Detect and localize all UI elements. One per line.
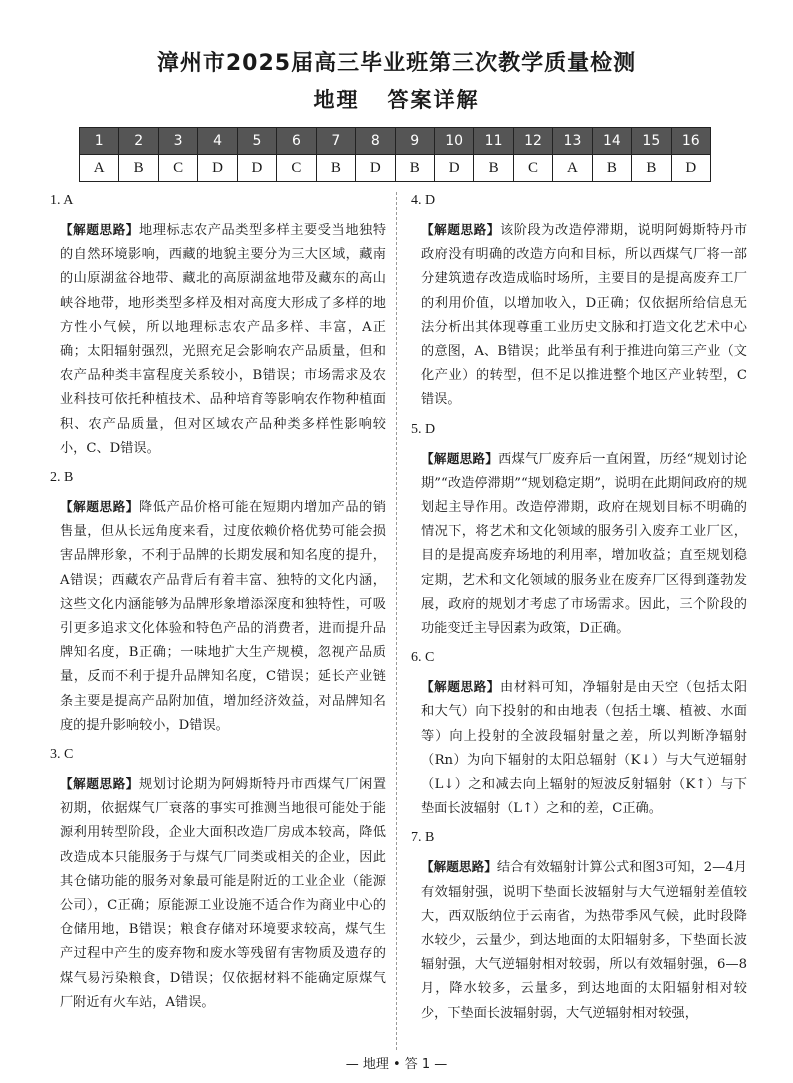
question-number: 12	[513, 128, 552, 155]
question-heading: 1. A	[50, 193, 74, 208]
explanation-tag: 【解题思路】	[421, 679, 500, 695]
answer-table-answer-row	[80, 155, 711, 182]
explanation-tag: 【解题思路】	[60, 776, 139, 792]
explanation-tag: 【解题思路】	[421, 859, 497, 875]
question-3	[50, 744, 386, 1015]
question-number: 11	[474, 128, 513, 155]
answer-cell: D	[356, 155, 395, 182]
question-number: 16	[671, 128, 710, 155]
question-number: 5	[237, 128, 276, 155]
answer-cell: D	[237, 155, 276, 182]
question-heading: 2. B	[50, 470, 74, 486]
question-number: 6	[277, 128, 316, 155]
question-4	[411, 190, 747, 413]
explanation-text: 地理标志农产品类型多样主要受当地独特的自然环境影响，西藏的地貌主要分为三大区域，藏南的山原湖盆谷地带、藏北的高原湖盆地带及藏东的高山峡谷地带，地形类型多样及相对高度大形成了多样的地方性小气候，所以地理标志农产品多样、丰富，A正确；太阳辐射强烈，光照充足会影响农产品质量，但和农产品种类丰富程度关系较小，B错误；市场需求及农业科技可依托种植技术、品种培育等影响农作物种植面积、农产品质量，但对区域农产品种类多样性影响较小，C、D错误。	[60, 223, 387, 456]
explanation	[50, 495, 386, 738]
explanation-text: 由材料可知，净辐射是由天空（包括太阳和大气）向下投射的和由地表（包括土壤、植被、水面等）向上投射的全波段辐射量之差，所以判断净辐射（Rn）为向下辐射的太阳总辐射（K↓）与大气逆辐射（L↓）之和减去向上辐射的短波反射辐射（K↑）与下垫面长波辐射（L↑）之和的差，C正确。	[421, 680, 748, 817]
answer-cell: B	[592, 155, 631, 182]
question-number: 13	[553, 128, 592, 155]
answer-cell: C	[277, 155, 316, 182]
question-number: 9	[395, 128, 434, 155]
answer-cell: D	[198, 155, 237, 182]
question-number: 2	[119, 128, 158, 155]
answer-cell: C	[158, 155, 197, 182]
question-number: 4	[198, 128, 237, 155]
question-heading: 7. B	[411, 830, 435, 846]
answer-cell: A	[553, 155, 592, 182]
explanation-tag: 【解题思路】	[421, 450, 499, 466]
question-heading: 4. D	[411, 193, 436, 208]
question-number: 8	[356, 128, 395, 155]
question-number: 3	[158, 128, 197, 155]
answer-cell: D	[434, 155, 473, 182]
answer-cell: B	[316, 155, 355, 182]
explanation-text: 该阶段为改造停滞期，说明阿姆斯特丹市政府没有明确的改造方向和目标，所以西煤气厂将一部分建筑遗存改造成临时场所，主要目的是提高废弃工厂的利用价值，以增加收入，D正确；仅依据所给信息无法分析出其体现尊重工业历史文脉和打造文化艺术中心的意图，A、B错误；此举虽有利于推进向第三产业（文化产业）的转型，但不足以推进整个地区产业转型，C错误。	[421, 223, 748, 408]
explanation	[411, 855, 747, 1025]
explanation	[411, 218, 747, 413]
explanation	[50, 772, 386, 1015]
explanation-text: 西煤气厂废弃后一直闲置，历经“规划讨论期”“改造停滞期”“规划稳定期”，说明在此期间政府的规划起主导作用。改造停滞期，政府在规划目标不明确的情况下，将艺术和文化领域的服务引入废弃工业厂区，目的是提高废弃场地的利用率，增加收益；直至规划稳定期，艺术和文化领域的服务业在废弃厂区得到蓬勃发展，政府的规划才考虑了市场需求。因此，三个阶段的功能变迁主导因素为政策，D正确。	[421, 451, 747, 637]
left-column	[50, 190, 386, 1021]
answer-cell: A	[80, 155, 119, 182]
answer-cell: D	[671, 155, 710, 182]
question-number: 1	[80, 128, 119, 155]
answer-table-number-row	[80, 128, 711, 155]
page-title: 漳州市2025届高三毕业班第三次教学质量检测	[156, 51, 637, 76]
question-2	[50, 467, 386, 738]
question-number: 10	[434, 128, 473, 155]
answer-cell: B	[119, 155, 158, 182]
explanation-tag: 【解题思路】	[421, 222, 500, 237]
explanation	[411, 447, 747, 642]
column-divider	[396, 192, 397, 1050]
answer-cell: B	[632, 155, 671, 182]
explanation-tag: 【解题思路】	[60, 499, 139, 515]
question-number: 15	[632, 128, 671, 155]
answer-cell: C	[513, 155, 552, 182]
page-footer: — 地理 • 答 1 —	[345, 1057, 448, 1072]
explanation	[411, 675, 747, 821]
answer-cell: B	[395, 155, 434, 182]
question-heading: 3. C	[50, 747, 74, 763]
explanation-text: 结合有效辐射计算公式和图3可知，2—4月有效辐射强，说明下垫面长波辐射与大气逆辐射差值较大，西双版纳位于云南省，为热带季风气候，此时段降水较少，云量少，到达地面的太阳辐射多，下垫面长波辐射强，大气逆辐射相对较弱，所以有效辐射强，6—8月，降水较多，云量多，到达地面的太阳辐射相对较少，下垫面长波辐射弱，大气逆辐射相对较强，	[421, 860, 747, 1021]
question-number: 14	[592, 128, 631, 155]
explanation	[50, 218, 386, 461]
question-heading: 5. D	[411, 421, 436, 437]
question-5	[411, 419, 747, 642]
question-heading: 6. C	[411, 650, 435, 666]
explanation-text: 降低产品价格可能在短期内增加产品的销售量，但从长远角度来看，过度依赖价格优势可能会损害品牌形象，不利于品牌的长期发展和知名度的提升，A错误；西藏农产品背后有着丰富、独特的文化内涵，这些文化内涵能够为品牌形象增添深度和独特性，可吸引更多追求文化体验和特色产品的消费者，进而提升品牌知名度，B正确；一味地扩大生产规模，忽视产品质量，反而不利于提升品牌知名度，C错误；延长产业链条主要是提高产品附加值，增加经济效益，对品牌知名度的提升影响较小，D错误。	[60, 500, 387, 733]
question-1	[50, 190, 386, 461]
page-subtitle: 地理 答案详解	[313, 88, 480, 112]
question-number: 7	[316, 128, 355, 155]
answer-cell: B	[474, 155, 513, 182]
question-6	[411, 647, 747, 821]
question-7	[411, 827, 747, 1025]
answer-table	[79, 127, 711, 182]
right-column	[411, 190, 747, 1032]
explanation-tag: 【解题思路】	[60, 222, 139, 237]
explanation-text: 规划讨论期为阿姆斯特丹市西煤气厂闲置初期，依据煤气厂衰落的事实可推测当地很可能处于能源利用转型阶段，企业大面积改造厂房成本较高，降低改造成本只能服务于与煤气厂同类或相关的企业，因此其仓储功能的服务对象最可能是附近的工业企业（能源公司），C正确；原能源工业设施不适合作为商业中心的仓储用地，B错误；粮食存储对环境要求较高，煤气生产过程中产生的废弃物和废水等残留有害物质及遗存的煤气易污染粮食，D错误；仅依据材料不能确定原煤气厂附近有火车站，A错误。	[60, 777, 387, 1010]
